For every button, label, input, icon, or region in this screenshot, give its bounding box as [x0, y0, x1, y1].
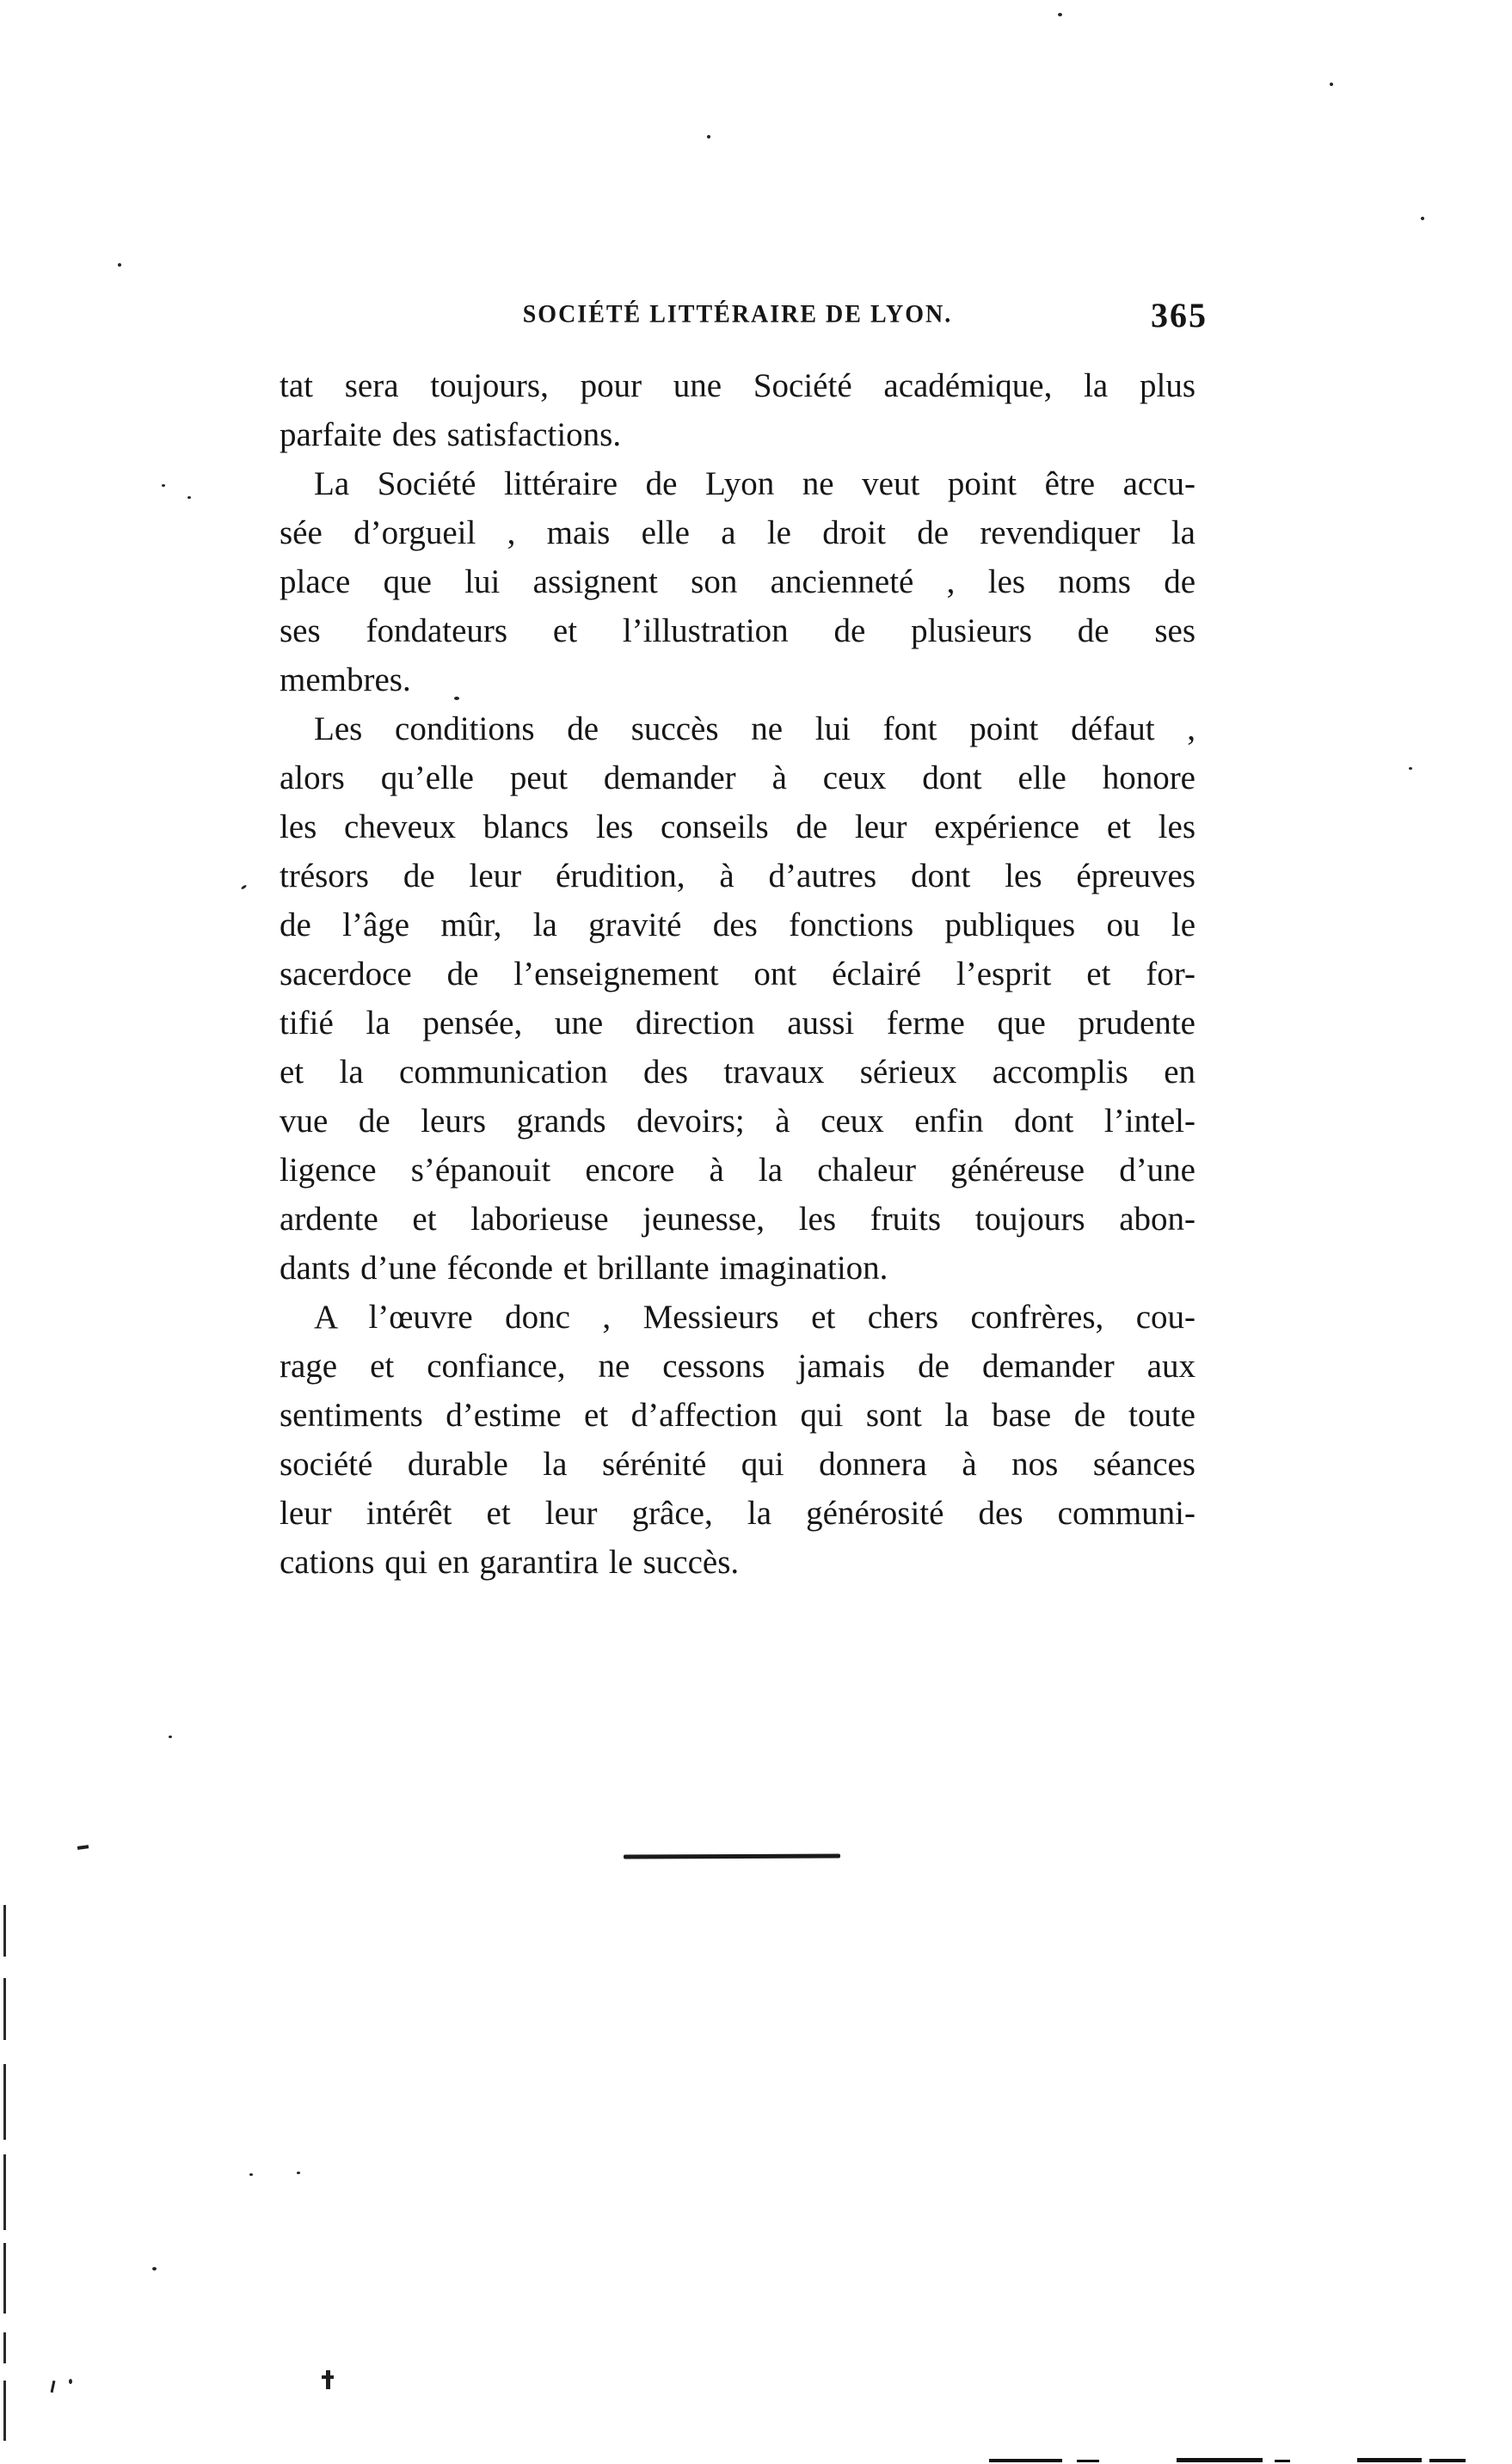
text-line: place que lui assignent son ancienneté , les noms de: [280, 563, 1195, 600]
text-line: tifié la pensée, une direction aussi ferme que prudente: [280, 1005, 1195, 1042]
ink-speck: [152, 2267, 157, 2270]
ink-speck: [326, 2370, 330, 2389]
page-number: 365: [1151, 296, 1208, 335]
ink-speck: [118, 263, 121, 267]
ink-speck: [1421, 217, 1424, 220]
scan-edge-line: [3, 1978, 6, 2040]
ink-speck: [51, 2381, 56, 2393]
ink-speck: [241, 884, 247, 889]
text-line: membres.: [280, 661, 411, 698]
ink-speck: [1330, 83, 1333, 86]
text-line: ses fondateurs et l’illustration de plusieurs de ses: [280, 612, 1195, 649]
text-line: tat sera toujours, pour une Société académique, la plus: [280, 367, 1195, 404]
ink-speck: [454, 697, 459, 700]
text-line: sentiments d’estime et d’affection qui sont la base de toute: [280, 1397, 1195, 1434]
ink-speck: [322, 2375, 334, 2379]
text-line: leur intérêt et leur grâce, la générosité des communi-: [280, 1495, 1195, 1532]
scan-bottom-mark: [1429, 2459, 1466, 2462]
text-line: La Société littéraire de Lyon ne veut point être accu-: [314, 465, 1195, 502]
ink-speck: [297, 2172, 300, 2174]
scan-edge-line: [3, 2332, 6, 2363]
ink-speck: [187, 496, 191, 499]
scan-edge-line: [3, 2064, 6, 2140]
text-line: vue de leurs grands devoirs; à ceux enfin dont l’intel-: [280, 1103, 1195, 1140]
scan-bottom-mark: [989, 2459, 1062, 2462]
text-line: ardente et laborieuse jeunesse, les fruits toujours abon-: [280, 1201, 1195, 1238]
text-line: de l’âge mûr, la gravité des fonctions publiques ou le: [280, 906, 1195, 943]
scan-edge-line: [3, 2381, 6, 2441]
scan-bottom-mark: [1077, 2460, 1099, 2462]
scan-edge-line: [3, 2243, 6, 2313]
text-line: et la communication des travaux sérieux accomplis en: [280, 1054, 1195, 1091]
ink-speck: [249, 2173, 253, 2176]
scan-edge-line: [3, 2154, 6, 2230]
scan-bottom-mark: [1275, 2460, 1290, 2462]
ink-speck: [162, 484, 165, 487]
page-header: [280, 296, 1208, 335]
text-line: cations qui en garantira le succès.: [280, 1544, 740, 1581]
ink-speck: [169, 1736, 172, 1738]
text-line: dants d’une féconde et brillante imagination.: [280, 1250, 888, 1287]
text-line: alors qu’elle peut demander à ceux dont elle honore: [280, 759, 1195, 796]
text-block: [280, 361, 1195, 1587]
ink-speck: [77, 1845, 89, 1850]
text-line: les cheveux blancs les conseils de leur expérience et les: [280, 808, 1195, 845]
section-end-rule: [624, 1853, 840, 1859]
text-line: A l’œuvre donc , Messieurs et chers confrères, cou-: [314, 1299, 1195, 1336]
ink-speck: [69, 2379, 72, 2384]
text-line: ligence s’épanouit encore à la chaleur généreuse d’une: [280, 1152, 1195, 1189]
scan-edge-line: [3, 1905, 6, 1957]
text-line: société durable la sérénité qui donnera à nos séances: [280, 1446, 1195, 1483]
text-line: trésors de leur érudition, à d’autres dont les épreuves: [280, 857, 1195, 894]
text-line: parfaite des satisfactions.: [280, 416, 622, 453]
ink-speck: [1058, 13, 1062, 16]
header-title: SOCIÉTÉ LITTÉRAIRE DE LYON.: [522, 300, 953, 329]
scan-bottom-mark: [1357, 2458, 1422, 2462]
text-line: sacerdoce de l’enseignement ont éclairé l’esprit et for-: [280, 955, 1195, 992]
text-line: Les conditions de succès ne lui font point défaut ,: [314, 710, 1195, 747]
text-line: sée d’orgueil , mais elle a le droit de revendiquer la: [280, 514, 1195, 551]
scan-bottom-mark: [1177, 2458, 1263, 2462]
ink-speck: [1409, 767, 1412, 770]
text-line: rage et confiance, ne cessons jamais de demander aux: [280, 1348, 1195, 1385]
ink-speck: [707, 135, 710, 138]
